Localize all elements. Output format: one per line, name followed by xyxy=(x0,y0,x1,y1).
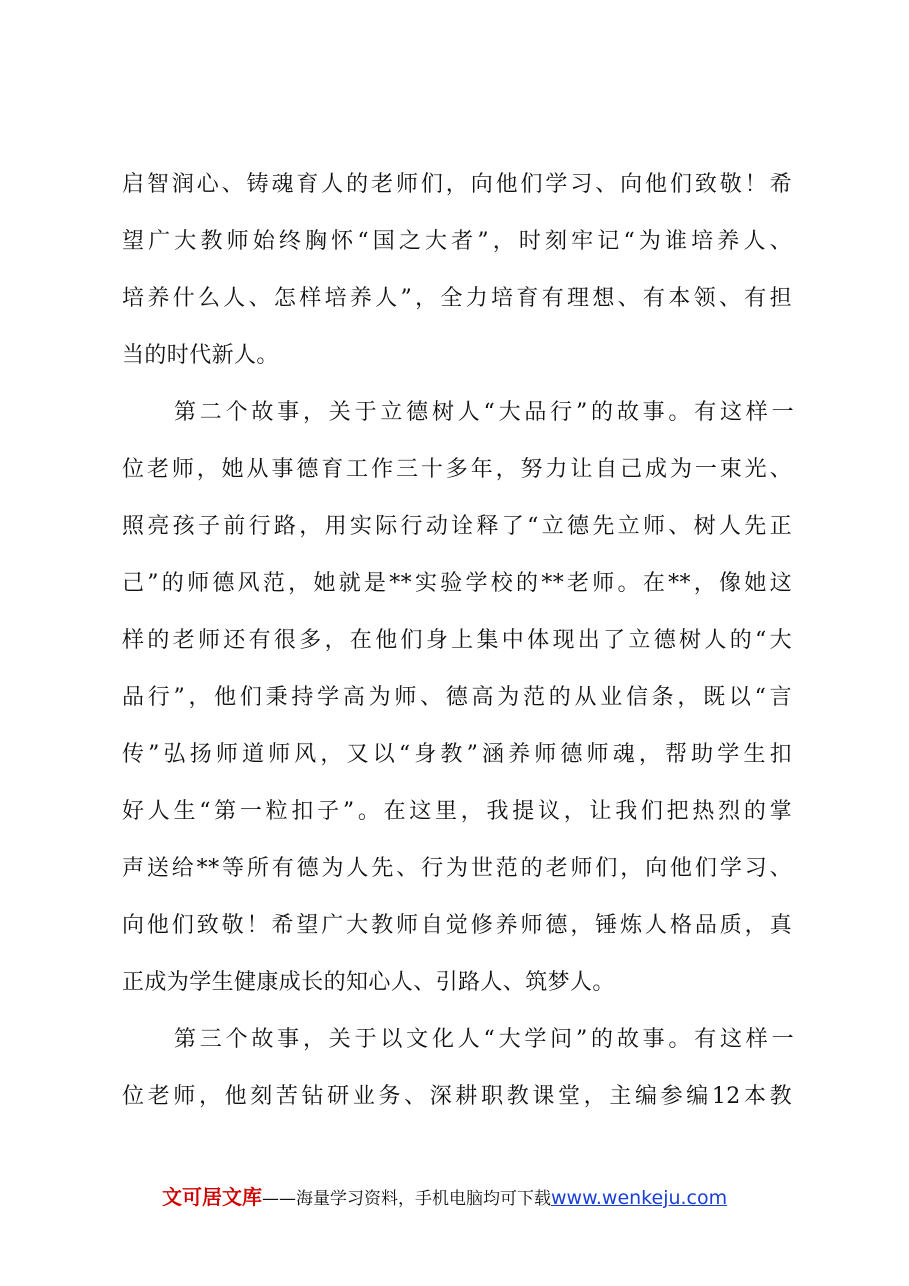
text-line: 当的时代新人。 xyxy=(122,343,279,368)
footer-website-link[interactable]: www.wenkeju.com xyxy=(551,1187,728,1209)
text-line: 培养什么人、怎样培养人”，全力培育有理想、有本领、有担 xyxy=(122,286,792,311)
text-line: 望广大教师始终胸怀“国之大者”，时刻牢记“为谁培养人、 xyxy=(122,229,792,254)
text-line: 样的老师还有很多，在他们身上集中体现出了立德树人的“大 xyxy=(122,628,792,653)
paragraph-first-line: 第二个故事，关于立德树人“大品行”的故事。有这样一 xyxy=(174,400,794,425)
text-line: 正成为学生健康成长的知心人、引路人、筑梦人。 xyxy=(122,970,615,995)
text-line: 向他们致敬！希望广大教师自觉修养师德，锤炼人格品质，真 xyxy=(122,913,792,938)
footer-brand: 文可居文库 xyxy=(162,1185,262,1209)
footer-banner xyxy=(162,1182,727,1212)
text-line: 位老师，他刻苦钻研业务、深耕职教课堂，主编参编12本教 xyxy=(122,1084,792,1109)
text-line: 启智润心、铸魂育人的老师们，向他们学习、向他们致敬！希 xyxy=(122,172,792,197)
footer-tagline: ——海量学习资料，手机电脑均可下载 xyxy=(262,1189,551,1209)
text-line: 声送给**等所有德为人先、行为世范的老师们，向他们学习、 xyxy=(122,856,792,881)
paragraph-first-line: 第三个故事，关于以文化人“大学问”的故事。有这样一 xyxy=(174,1027,794,1052)
text-line: 位老师，她从事德育工作三十多年，努力让自己成为一束光、 xyxy=(122,457,792,482)
text-line: 照亮孩子前行路，用实际行动诠释了“立德先立师、树人先正 xyxy=(122,514,792,539)
text-line: 品行”，他们秉持学高为师、德高为范的从业信条，既以“言 xyxy=(122,685,792,710)
text-line: 传”弘扬师道师风，又以“身教”涵养师德师魂，帮助学生扣 xyxy=(122,742,792,767)
text-line: 己”的师德风范，她就是**实验学校的**老师。在**，像她这 xyxy=(122,571,792,596)
text-line: 好人生“第一粒扣子”。在这里，我提议，让我们把热烈的掌 xyxy=(122,799,792,824)
